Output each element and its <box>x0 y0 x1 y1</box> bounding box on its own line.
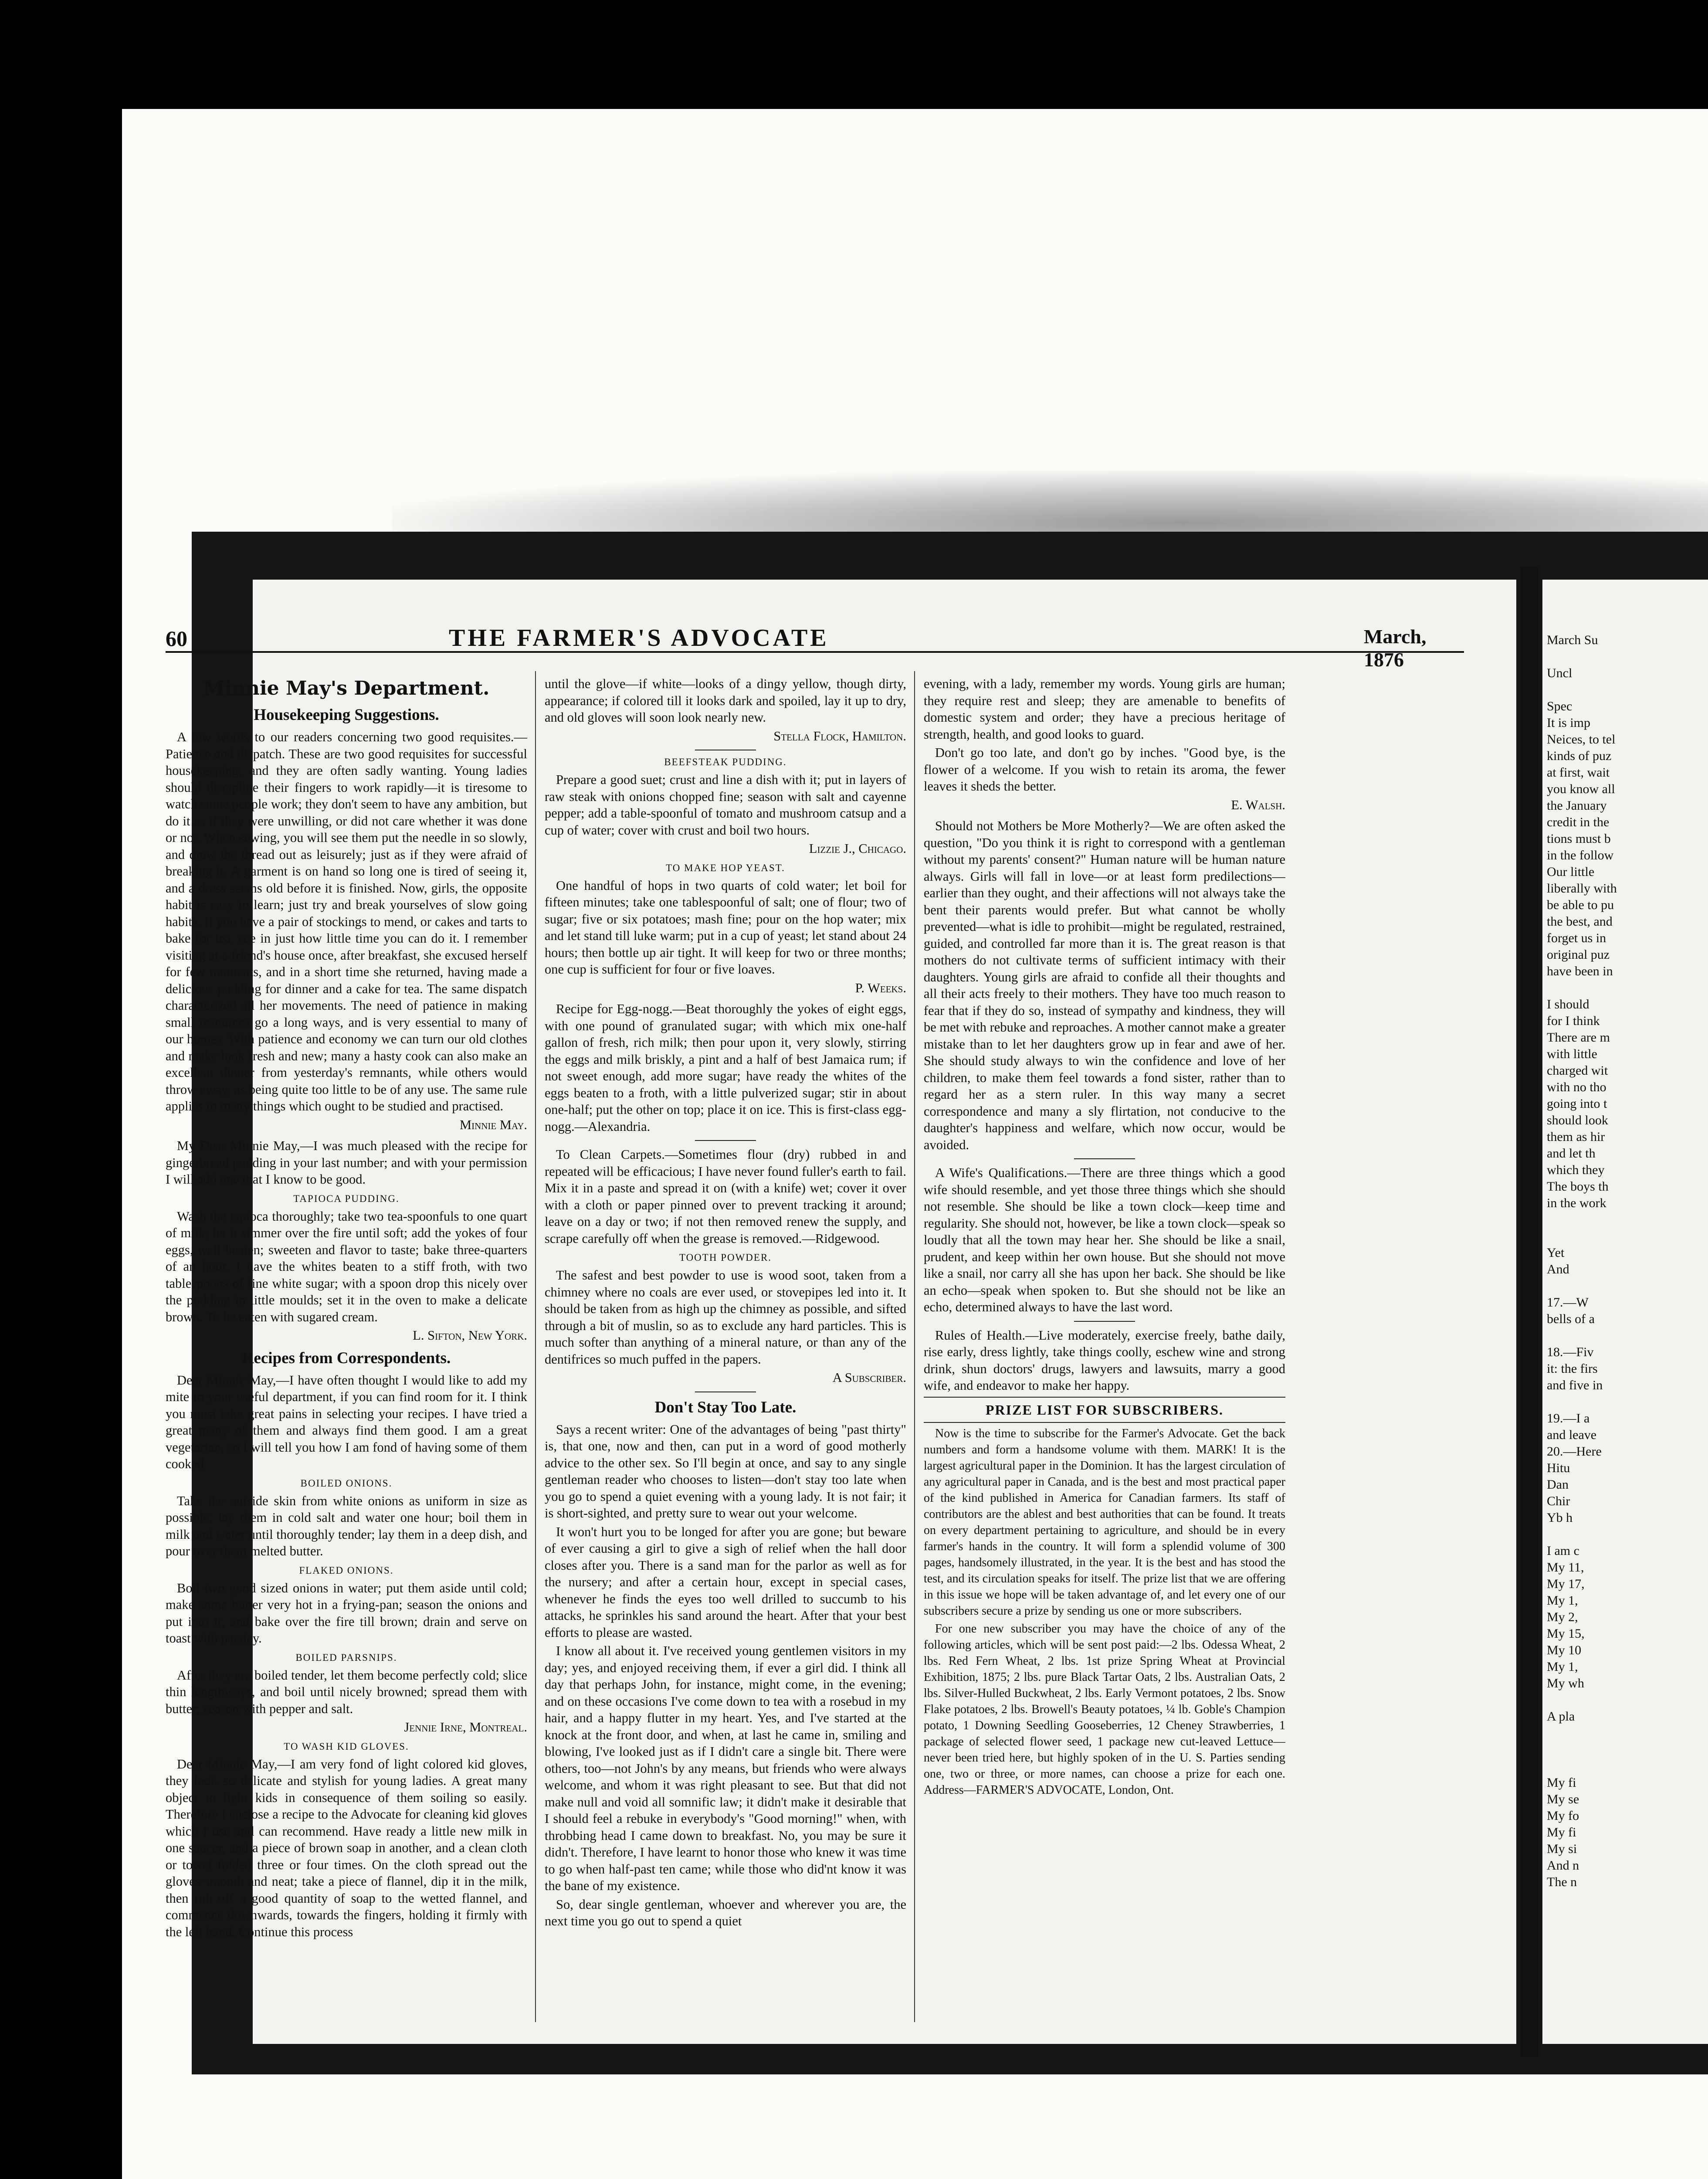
adjacent-page-line: My fi <box>1547 1825 1576 1840</box>
recipe-text: To Clean Carpets.—Sometimes flour (dry) rubbed in and repeated will be efficacious; I have never found fuller's earth to fail. Mix it in a paste and spread it on (with a knife) wet; cover it over with a cloth or paper pinned over to prevent tracking it around; leave on a day or two; if not then removed renew the supply, and scrape carefully off when the grease is removed.—Ridgewood. <box>545 1147 906 1246</box>
article-paragraph: A few words to our readers concerning two good requisites.—Patience and dispatch. These are two good requisites for successful housekeeping, and they are often sadly wanting. Young ladies should discipline their fingers to work rapidly—it is tiresome to watch some people work; they don't seem to have any ambition, but do it as if they were unwilling, or did not care whether it was done or not. When sewing, you will see them put the needle in so slowly, and draw the thread out as leisurely; just as if they were afraid of breaking it. A garment is on hand so long one is tired of seeing it, and a dress seems old before it is finished. Now, girls, the opposite habit is easy to learn; just try and break yourselves of slow going habits. If you have a pair of stockings to mend, or cakes and tarts to bake for tea, see in just how little time you can do it. I remember visiting at a friend's house once, after breakfast, she excused herself for few moments, and in a short time she returned, having made a delicious pudding for dinner and a cake for tea. The same dispatch characterized all her movements. The need of patience in making small resources go a long ways, and is very essential to many of our homes. With patience and economy we can turn our old clothes and make look fresh and new; many a hasty cook can also make an excellent dinner from yesterday's remnants, while others would throw away, as being quite too little to be of any use. The same rule applies to many things which ought to be studied and practised. <box>166 730 527 1113</box>
adjacent-page-line: My 11, <box>1547 1560 1584 1575</box>
adjacent-page-line: 18.—Fiv <box>1547 1345 1594 1359</box>
article-paragraph: It won't hurt you to be longed for after you are gone; but beware of ever causing a girl to give a sigh of relief when the hall door closes after you. There is a sand man for the parlor as well as for the nursery; and after a certain hour, except in special cases, whenever he finds the eyes too well drilled to succumb to his attacks, he sprinkles his sand around the heart. After that your best efforts to please are wasted. <box>545 1524 906 1640</box>
recipe-text: Prepare a good suet; crust and line a dish with it; put in layers of raw steak with onions chopped fine; season with salt and cayenne pepper; add a table-spoonful of tomato and mushroom catsup and a cup of water; cover with crust and boil two hours. <box>545 772 906 838</box>
recipe-text: Dear Minnie May,—I am very fond of light colored kid gloves, they look so delicate and stylish for young ladies. A great many object to light kids in consequence of them soiling so easily. Therefore I enclose a recipe to the Advocate for cleaning kid gloves which I use and can recommend. Have ready a little new milk in one saucer, and a piece of brown soap in another, and a clean cloth or towel folded three or four times. On the cloth spread out the gloves smooth and neat; take a piece of flannel, dip it in the milk, then rub off a good quantity of soap to the wetted flannel, and commence downwards, towards the fingers, holding it firmly with the left hand. Continue this process <box>166 1756 527 1939</box>
recipe-signature: Lizzie J., Chicago. <box>809 841 906 856</box>
adjacent-page-line: which they <box>1547 1163 1605 1177</box>
adjacent-page-line: and leave <box>1547 1428 1597 1442</box>
adjacent-page-line: should look <box>1547 1113 1608 1127</box>
recipe-text: After they are boiled tender, let them become perfectly cold; slice thin lengthways, and boil until nicely browned; spread them with butter; season with pepper and salt. <box>166 1667 527 1716</box>
adjacent-page-line: the January <box>1547 798 1607 813</box>
recipe-text: The safest and best powder to use is wood soot, taken from a chimney where no coals are ever used, or stovepipes led into it. It should be taken from as high up the chimney as possible, and sifted through a bit of muslin, so as to exclude any hard particles. This is much softer than anything of a mineral nature, or than any of the dentifrices so much puffed in the papers. <box>545 1268 906 1367</box>
adjacent-page-line: tions must b <box>1547 832 1611 846</box>
recipe-signature: P. Weeks. <box>855 980 906 995</box>
book-spine <box>1521 567 1538 2057</box>
adjacent-page-line: Spec <box>1547 699 1572 713</box>
adjacent-page-line: kinds of puz <box>1547 749 1612 763</box>
adjacent-page-line: with no tho <box>1547 1080 1606 1094</box>
adjacent-page-line: credit in the <box>1547 815 1610 829</box>
adjacent-page-line: and let th <box>1547 1146 1596 1161</box>
adjacent-page-line: A pla <box>1547 1709 1575 1724</box>
recipe-heading: TO WASH KID GLOVES. <box>284 1741 409 1752</box>
adjacent-page-fragment <box>1542 580 1708 2044</box>
adjacent-page-line: My fi <box>1547 1775 1576 1790</box>
column-rule <box>914 671 915 2022</box>
adjacent-page-line: My 15, <box>1547 1626 1585 1641</box>
adjacent-page-line: them as hir <box>1547 1130 1605 1144</box>
adjacent-page-line: My fo <box>1547 1809 1579 1823</box>
prize-list-text: Now is the time to subscribe for the Farmer's Advocate. Get the back numbers and form a handsome volume with them. MARK! It is the largest agricultural paper in the Dominion. It has the largest circulation of any agricultural paper in Canada, and is the best and most practical paper of the kind published in America for Canadian farmers. Its staff of contributors are the ablest and best authorities that can be found. It treats on every department pertaining to agriculture, and should be in every farmer's hands in the country. It will form a splendid volume of 300 pages, handsomely illustrated, in the year. It is the best and has stood the test, and its circulation speaks for itself. The prize list that we are offering in this issue we hope will be taken advantage of, and let every one of our subscribers secure a prize by sending us one or more subscribers. <box>924 1426 1285 1618</box>
prize-list-heading: PRIZE LIST FOR SUBSCRIBERS. <box>924 1397 1285 1423</box>
recipe-text: until the glove—if white—looks of a dingy yellow, though dirty, appearance; if colored till it looks dark and spoiled, lay it up to dry, and old gloves will soon look nearly new. <box>545 676 906 725</box>
recipe-text: Wash the tapioca thoroughly; take two tea-spoonfuls to one quart of milk; let it simmer over the fire until soft; add the yokes of four eggs, well beaten; sweeten and flavor to taste; bake three-quarters of an hour. I have the whites beaten to a stiff froth, with two tablespoons of fine white sugar; with a spoon drop this nicely over the pudding in little moulds; set it in the oven to make a delicate brown. To be eaten with sugared cream. <box>166 1208 527 1324</box>
article-paragraph: Don't go too late, and don't go by inches. "Good bye, is the flower of a welcome. If you wish to retain its aroma, the fewer leaves it sheds the better. <box>924 745 1285 794</box>
adjacent-page-line: Hitu <box>1547 1461 1570 1475</box>
adjacent-page-line: My 2, <box>1547 1610 1578 1624</box>
masthead <box>166 623 1464 671</box>
adjacent-page-line: original puz <box>1547 947 1610 962</box>
recipe-heading: FLAKED ONIONS. <box>299 1565 394 1576</box>
separator-rule <box>1074 1158 1135 1159</box>
adjacent-page-line: March Su <box>1547 633 1598 647</box>
adjacent-page-line: have been in <box>1547 964 1613 978</box>
column-rule <box>535 671 536 2022</box>
recipe-heading: BOILED ONIONS. <box>300 1477 393 1489</box>
recipe-heading: BOILED PARSNIPS. <box>295 1652 397 1663</box>
adjacent-page-line: My 1, <box>1547 1593 1578 1608</box>
article-signature: E. Walsh. <box>1231 797 1285 812</box>
adjacent-page-line: liberally with <box>1547 881 1617 896</box>
adjacent-page-line: at first, wait <box>1547 765 1610 780</box>
adjacent-page-line: you know all <box>1547 782 1615 796</box>
recipe-signature: Jennie Irne, Montreal. <box>404 1720 527 1734</box>
adjacent-page-line: Our little <box>1547 865 1595 879</box>
recipe-text: One handful of hops in two quarts of cold water; let boil for fifteen minutes; take one tablespoonful of salt; one of flour; two of sugar; five or six potatoes; mash fine; pour on the hop water; mix and let stand till luke warm; put in a cup of yeast; let stand about 24 hours; then bottle up air tight. It will keep for two or three months; one cup is sufficient for four or five loaves. <box>545 878 906 977</box>
adjacent-page-line: for I think <box>1547 1014 1600 1028</box>
recipe-text: Recipe for Egg-nogg.—Beat thoroughly the yokes of eight eggs, with one pound of granulated sugar; with which mix one-half gallon of fresh, rich milk; then pour upon it, very slowly, stirring the eggs and milk briskly, a pint and a half of best Jamaica rum; if not sweet enough, add more sugar; have ready the whites of the eggs beaten to a froth, with a little pulverized sugar; stir in about one-half; put the other on top; place it on ice. This is first-class egg-nogg.—Alexandria. <box>545 1001 906 1134</box>
adjacent-page-line: Yb h <box>1547 1510 1573 1525</box>
adjacent-page-line: There are m <box>1547 1030 1610 1045</box>
separator-rule <box>695 1140 756 1141</box>
adjacent-page-line: bells of a <box>1547 1312 1595 1326</box>
newspaper-title: THE FARMER'S ADVOCATE <box>449 625 829 652</box>
adjacent-page-line: forget us in <box>1547 931 1606 945</box>
adjacent-page-line: going into t <box>1547 1096 1607 1111</box>
prize-list-text: For one new subscriber you may have the choice of any of the following articles, which will be sent post paid:—2 lbs. Odessa Wheat, 2 lbs. Red Fern Wheat, 2 lbs. 1st prize Spring Wheat at Provincial Exhibition, 1875; 2 lbs. pure Black Tartar Oats, 2 lbs. Australian Oats, 2 lbs. Silver-Hulled Buckwheat, 2 lbs. Early Vermont potatoes, 2 lbs. Snow Flake potatoes, 2 lbs. Browell's Beauty potatoes, ¼ lb. Goble's Champion potato, 1 Downing Seedling Gooseberries, 12 Cheney Strawberries, 1 package of selected flower seed, 1 package new cut-leaved Lettuce—never been tried here, but highly spoken of in the U. S. Parties sending one, two or three, or more names, can choose a prize for each one. Address—FARMER'S ADVOCATE, London, Ont. <box>924 1622 1285 1797</box>
adjacent-page-line: The n <box>1547 1875 1577 1889</box>
article-title: Don't Stay Too Late. <box>654 1398 796 1416</box>
adjacent-page-line: 19.—I a <box>1547 1411 1590 1426</box>
adjacent-page-line: It is imp <box>1547 716 1591 730</box>
adjacent-page-line: And n <box>1547 1858 1579 1873</box>
recipe-signature: A Subscriber. <box>832 1370 906 1385</box>
adjacent-page-line: be able to pu <box>1547 898 1614 912</box>
issue-date: March, 1876 <box>1364 625 1427 671</box>
page-number: 60 <box>166 626 187 651</box>
article-paragraph: evening, with a lady, remember my words. Young girls are human; they require rest and sleep; they are amenable to benefits of domestic system and order; they have a precious heritage of strength, health, and good looks to guard. <box>924 676 1285 742</box>
article-paragraph: I know all about it. I've received young gentlemen visitors in my day; yes, and enjoyed receiving them, if ever a girl did. I think all day that perhaps John, for instance, might come, in the evening; and on these occasions I've come down to tea with a rosebud in my hair, and a happy flutter in my heart. Yes, and I've started at the knock at the front door, and when, at last he came in, smiling and blowing, I've looked just as if I didn't care a single bit. There were others, too—not John's by any means, but friends who were always welcome, and whom it was right pleasant to see. But that did not make null and void all somnific law; it didn't make it desirable that I should feel a rebuke in everybody's "Good morning!" when, with throbbing head I came down to breakfast. No, you may be sure it didn't. Therefore, I have learnt to honor those who knew it was time to go when half-past ten came; while those who did'nt know it was the bane of my existence. <box>545 1643 906 1893</box>
column-2 <box>545 675 906 2040</box>
adjacent-page-line: My 1, <box>1547 1660 1578 1674</box>
adjacent-page-line: the best, and <box>1547 914 1613 929</box>
adjacent-page-line: I am c <box>1547 1544 1579 1558</box>
article-paragraph: So, dear single gentleman, whoever and wherever you are, the next time you go out to spend a quiet <box>545 1897 906 1928</box>
article-signature: Minnie May. <box>459 1117 527 1132</box>
adjacent-page-line: My 17, <box>1547 1577 1585 1591</box>
article-paragraph: A Wife's Qualifications.—There are three things which a good wife should resemble, and yet those three things which she should not resemble. She should be like a town clock—keep time and regularity. She should not, however, be like a town clock—speak so loudly that all the town may hear her. She should be like a snail, prudent, and keep within her own house. But she should not move like a snail, nor carry all she has upon her back. She should be like an echo—speak when spoken to. But she should not be like an echo, determined always to have the last word. <box>924 1165 1285 1314</box>
column-3 <box>924 675 1285 2040</box>
column-1 <box>166 675 527 2040</box>
adjacent-page-line: 20.—Here <box>1547 1444 1602 1459</box>
recipe-heading: TAPIOCA PUDDING. <box>293 1193 400 1204</box>
recipe-heading: TO MAKE HOP YEAST. <box>666 862 785 873</box>
adjacent-page-line: with little <box>1547 1047 1597 1061</box>
recipe-text: Boil two good sized onions in water; put them aside until cold; make some butter very hot in a frying-pan; season the onions and put into it, and bake over the fire till brown; drain and serve on toast with parsley. <box>166 1580 527 1646</box>
article-title: Recipes from Correspondents. <box>242 1349 451 1367</box>
article-title: Housekeeping Suggestions. <box>254 706 439 724</box>
article-paragraph: Should not Mothers be More Motherly?—We are often asked the question, "Do you think it is right to correspond with a gentleman without my parents' consent?" Human nature will be human nature always. Girls will fall in love—or at least form predilections—earlier than they ought, and their affections will not always take the bent their parents would prefer. But what cannot be wholly prevented—what is idle to prohibit—might be regulated, restrained, guided, and controlled far more than it is. The great reason is that mothers do not cultivate terms of sufficient intimacy with their daughters. Young girls are afraid to confide all their thoughts and all their acts freely to their mothers. They have too much reason to fear that if they do so, instead of sympathy and kindness, they will be met with rebuke and reproaches. A mother cannot make a greater mistake than to let her daughters grow up in fear and awe of her. She should study always to win the confidence and love of her children, to make them feel towards a fond sister, rather than to regard her as a stern ruler. In this way many a secret correspondence and many a sly flirtation, not conducive to the daughter's happiness and welfare, which now occur, would be avoided. <box>924 818 1285 1152</box>
article-paragraph: Says a recent writer: One of the advantages of being "past thirty" is, that one, now and then, can put in a word of good motherly advice to the other sex. So I'll begin at once, and say to any single gentleman reader who chooses to listen—don't stay too late when you go to spend a quiet evening with a young lady. It is not fair; it is short-sighted, and pretty sure to wear out your welcome. <box>545 1422 906 1521</box>
adjacent-page-line: The boys th <box>1547 1179 1609 1194</box>
adjacent-page-line: Neices, to tel <box>1547 732 1616 747</box>
page-content <box>166 623 1481 2044</box>
letter-paragraph: Dear Minnie May,—I have often thought I would like to add my mite to your useful department, if you can find room for it. I think you must take great pains in selecting your recipes. I have tried a great many of them and always find them good. I am a great vegetarian, so I will tell you how I am fond of having some of them cooked. <box>166 1372 527 1471</box>
adjacent-page-line: Yet <box>1547 1246 1565 1260</box>
recipe-heading: BEEFSTEAK PUDDING. <box>664 757 787 767</box>
adjacent-page-line: I should <box>1547 997 1589 1011</box>
adjacent-page-line: in the work <box>1547 1196 1606 1210</box>
letter-paragraph: My Dear Minnie May,—I was much pleased with the recipe for gingerbread pudding in your last number; and with your permission I will add one that I know to be good. <box>166 1138 527 1187</box>
adjacent-page-line: Uncl <box>1547 666 1572 680</box>
adjacent-page-line: Dan <box>1547 1477 1569 1492</box>
adjacent-page-line: My se <box>1547 1792 1579 1806</box>
department-heading: Minnie May's Department. <box>203 677 490 699</box>
adjacent-page-line: 17.—W <box>1547 1295 1589 1310</box>
article-paragraph: Rules of Health.—Live moderately, exercise freely, bathe daily, rise early, dress lightly, take things coolly, eschew wine and strong drink, shun doctors' drugs, lawyers and lawsuits, marry a good wife, and endeavor to make her happy. <box>924 1327 1285 1393</box>
adjacent-page-line: in the follow <box>1547 848 1614 862</box>
adjacent-page-line: My 10 <box>1547 1643 1582 1657</box>
adjacent-page-line: My wh <box>1547 1676 1584 1690</box>
adjacent-page-line: charged wit <box>1547 1063 1608 1078</box>
adjacent-page-line: Chir <box>1547 1494 1570 1508</box>
recipe-heading: TOOTH POWDER. <box>679 1252 772 1263</box>
recipe-signature: Stella Flock, Hamilton. <box>773 728 906 743</box>
adjacent-page-line: My si <box>1547 1842 1577 1856</box>
recipe-text: Take the outside skin from white onions as uniform in size as possible; lay them in cold salt and water one hour; boil them in milk and water until thoroughly tender; lay them in a deep dish, and pour over them melted butter. <box>166 1493 527 1558</box>
adjacent-page-line: it: the firs <box>1547 1361 1598 1376</box>
adjacent-page-line: And <box>1547 1262 1569 1276</box>
recipe-signature: L. Sifton, New York. <box>413 1328 527 1343</box>
adjacent-page-line: and five in <box>1547 1378 1603 1392</box>
separator-rule <box>1074 1321 1135 1322</box>
